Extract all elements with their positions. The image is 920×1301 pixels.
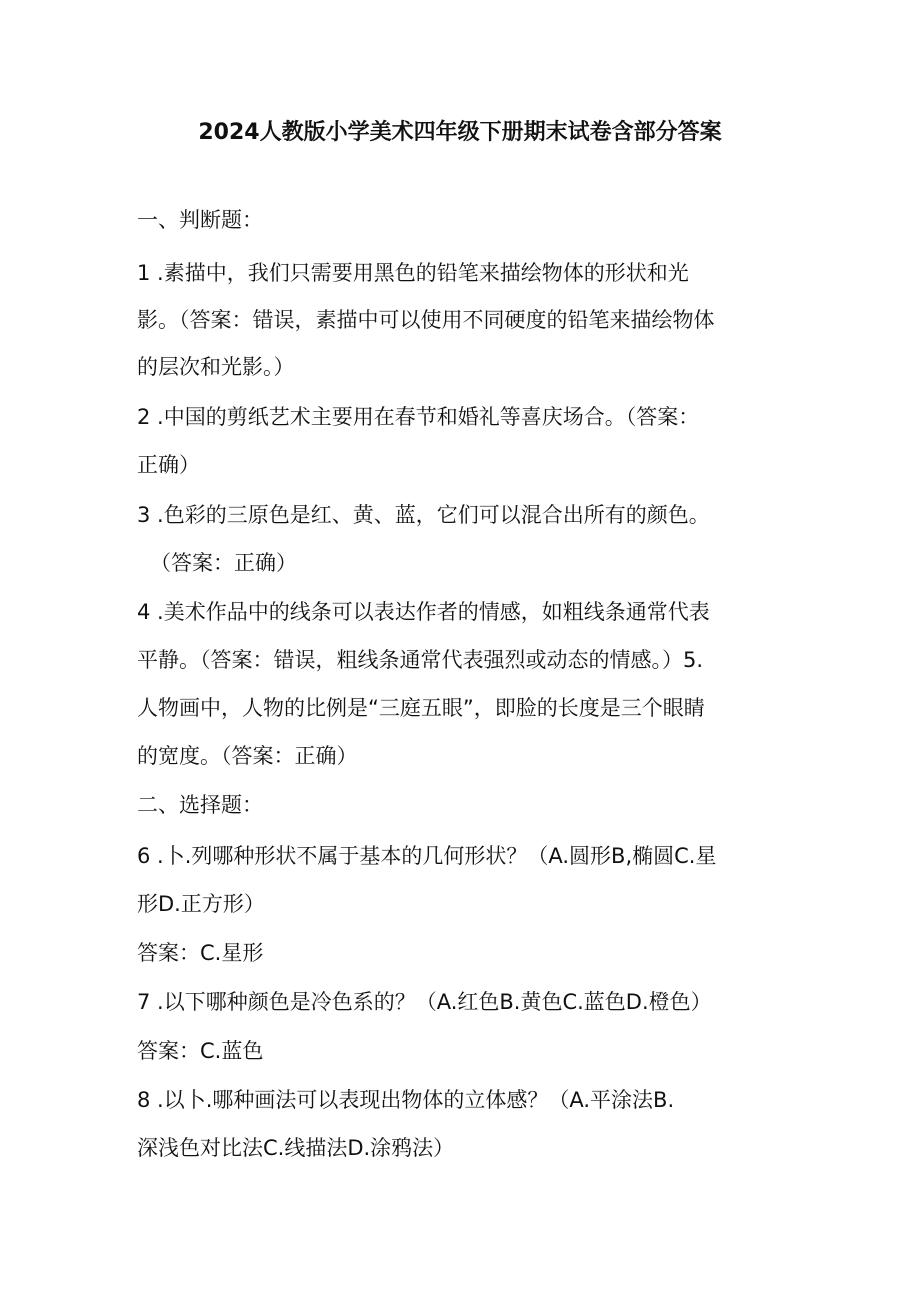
question-line: （答案：正确） <box>150 551 297 575</box>
question-line: 正确） <box>137 453 200 477</box>
question-line: 7 .以下哪种颜色是冷色系的？（A.红色B.黄色C.蓝色D.橙色） <box>137 990 712 1014</box>
question-line: 的宽度。（答案：正确） <box>137 744 358 768</box>
section-heading-judgement: 一、判断题： <box>137 208 263 232</box>
question-line: 深浅色对比法C.线描法D.涂鸦法） <box>137 1136 455 1160</box>
question-line: 6 .卜.列哪种形状不属于基本的几何形状？（A.圆形B,椭圆C.星 <box>137 844 717 868</box>
question-line: 8 .以卜.哪种画法可以表现出物体的立体感？（A.平涂法B. <box>137 1088 675 1112</box>
document-title: 2024人教版小学美术四年级下册期末试卷含部分答案 <box>198 120 722 145</box>
question-line: 2 .中国的剪纸艺术主要用在春节和婚礼等喜庆场合。（答案： <box>137 405 700 429</box>
question-line: 1 .素描中，我们只需要用黑色的铅笔来描绘物体的形状和光 <box>137 261 689 285</box>
question-line: 影。（答案：错误，素描中可以使用不同硬度的铅笔来描绘物体 <box>137 308 715 332</box>
answer-line: 答案：C.星形 <box>137 941 264 965</box>
question-line: 3 .色彩的三原色是红、黄、蓝，它们可以混合出所有的颜色。 <box>137 503 710 527</box>
question-line: 平静。（答案：错误，粗线条通常代表强烈或动态的情感。）5. <box>137 648 704 672</box>
question-line: 形D.正方形） <box>137 892 265 916</box>
answer-line: 答案：C.蓝色 <box>137 1039 264 1063</box>
question-line: 4 .美术作品中的线条可以表达作者的情感，如粗线条通常代表 <box>137 600 710 624</box>
section-heading-choice: 二、选择题： <box>137 793 263 817</box>
question-line: 的层次和光影。） <box>137 355 295 379</box>
question-line: 人物画中，人物的比例是“三庭五眼”，即脸的长度是三个眼睛 <box>137 696 705 720</box>
